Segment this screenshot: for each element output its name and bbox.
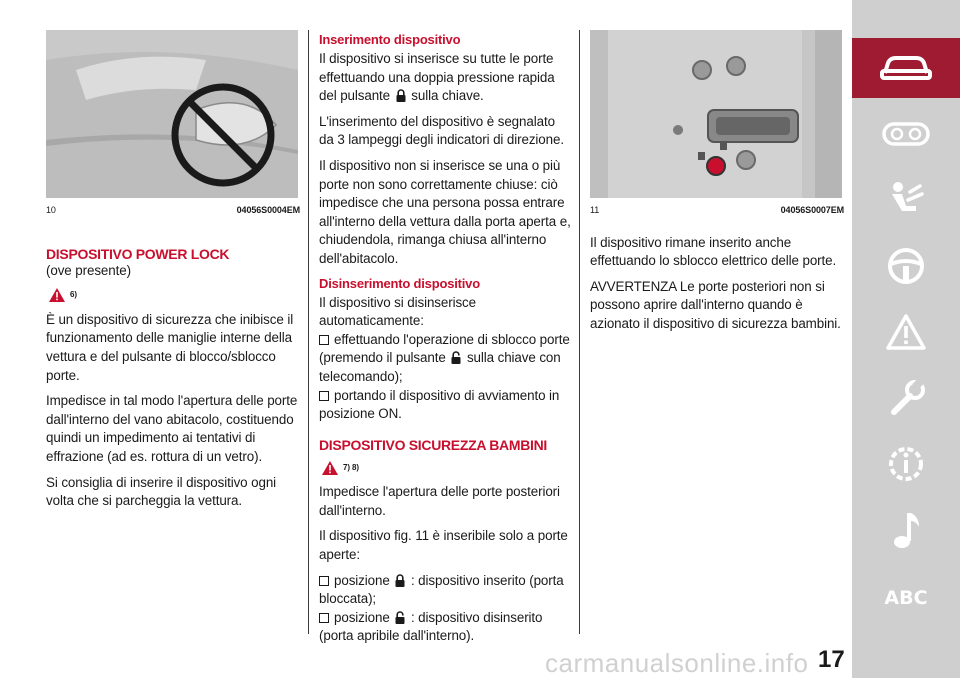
figure-10-door-handle-image — [46, 30, 298, 198]
sidebar-item-car[interactable] — [852, 38, 960, 98]
bullet-item: posizione : dispositivo inserito (porta bloccata); — [319, 572, 564, 607]
music-note-icon — [889, 509, 923, 551]
paragraph: L'inserimento del dispositivo è segnalato da 3 lampeggi degli indicatori di direzione. — [319, 113, 564, 148]
warning-triangle-icon — [321, 460, 339, 476]
watermark: carmanualsonline.info — [545, 648, 809, 678]
heading-power-lock: DISPOSITIVO POWER LOCK — [46, 245, 230, 262]
figure-11-child-lock-image — [590, 30, 842, 198]
seat-passenger-icon — [886, 180, 926, 220]
paragraph: AVVERTENZA Le porte posteriori non si possono aprire dall'interno quando è azionato il dispositivo di sicurezza bambini. — [590, 278, 841, 331]
column-divider — [308, 30, 309, 634]
checkbox-bullet-icon — [319, 576, 329, 586]
index-abc-label: ABC — [884, 587, 928, 609]
sidebar-item-technical-data[interactable] — [852, 434, 960, 494]
bullet-item: posizione : dispositivo disinserito (porta apribile dall'interno). — [319, 609, 543, 644]
figure-code: 04056S0007EM — [780, 205, 844, 215]
lock-open-icon — [451, 351, 461, 364]
sidebar-item-emergency[interactable] — [852, 302, 960, 362]
lock-closed-icon — [396, 89, 406, 102]
checkbox-bullet-icon — [319, 335, 329, 345]
left-column — [46, 30, 300, 518]
paragraph: È un dispositivo di sicurezza che inibisce il funzionamento delle maniglie interne della vettura e del pulsante di blocco/sblocco porte. — [46, 311, 294, 383]
paragraph: Il dispositivo fig. 11 è inseribile solo a porte aperte: — [319, 528, 568, 563]
chapter-sidebar — [852, 0, 960, 678]
checkbox-bullet-icon — [319, 613, 329, 623]
sidebar-item-driving[interactable] — [852, 236, 960, 296]
lock-closed-icon — [395, 574, 405, 587]
steering-wheel-icon — [886, 246, 926, 286]
right-column — [590, 30, 844, 341]
paragraph: Il dispositivo rimane inserito anche effettuando lo sblocco elettrico delle porte. — [590, 234, 837, 269]
figure-caption — [46, 201, 300, 220]
section-title-disinserimento: Disinserimento dispositivo — [319, 275, 480, 291]
paragraph: Si consiglia di inserire il dispositivo ogni volta che si parcheggia la vettura. — [46, 474, 277, 509]
figure-number: 11 — [590, 205, 600, 215]
figure-number: 10 — [46, 205, 56, 215]
heading-child-safety: DISPOSITIVO SICUREZZA BAMBINI — [319, 436, 548, 453]
car-icon — [879, 53, 933, 83]
bullet-item: effettuando l'operazione di sblocco porte (premendo il pulsante sulla chiave con telecomando); — [319, 331, 570, 384]
paragraph: Impedisce l'apertura delle porte posteriori dall'interno. — [319, 484, 560, 518]
sidebar-item-multimedia[interactable] — [852, 500, 960, 560]
bullet-item: portando il dispositivo di avviamento in posizione ON. — [319, 387, 560, 422]
sidebar-item-instruments[interactable] — [852, 104, 960, 164]
sidebar-item-index[interactable] — [852, 568, 960, 628]
subheading-optional: (ove presente) — [46, 262, 131, 278]
paragraph: Il dispositivo si inserisce su tutte le porte effettuando una doppia pressione rapida del pulsante sulla chiave. — [319, 51, 555, 104]
warning-triangle-icon — [48, 287, 66, 303]
column-divider — [579, 30, 580, 634]
warning-reference: 7) 8) — [321, 459, 571, 478]
info-gear-icon — [885, 443, 927, 485]
figure-code: 04056S0004EM — [236, 205, 300, 215]
sidebar-item-maintenance[interactable] — [852, 368, 960, 428]
warning-reference: 6) — [48, 286, 300, 305]
paragraph: Il dispositivo si disinserisce automaticamente: — [319, 294, 477, 329]
checkbox-bullet-icon — [319, 391, 329, 401]
sidebar-item-safety[interactable] — [852, 170, 960, 230]
middle-column — [319, 32, 571, 653]
warning-triangle-icon — [885, 313, 927, 351]
wrench-icon — [886, 378, 926, 418]
figure-caption — [590, 201, 844, 220]
paragraph: Il dispositivo non si inserisce se una o più porte non sono correttamente chiuse: ciò impedisce che una persona possa entrare all'interno della vettura dalla porta aperta e, chiudendola, rimanga chiusa all'interno dell'abitacolo. — [319, 157, 571, 266]
section-title-inserimento: Inserimento dispositivo — [319, 32, 461, 47]
page-number: 17 — [818, 646, 845, 673]
paragraph: Impedisce in tal modo l'apertura delle porte dall'interno del vano abitacolo, costituendo quindi un impedimento ai tentativi di effrazione (ad es. rottura di un vetro). — [46, 393, 298, 464]
lock-open-icon — [395, 611, 405, 624]
instrument-cluster-icon — [882, 120, 930, 148]
